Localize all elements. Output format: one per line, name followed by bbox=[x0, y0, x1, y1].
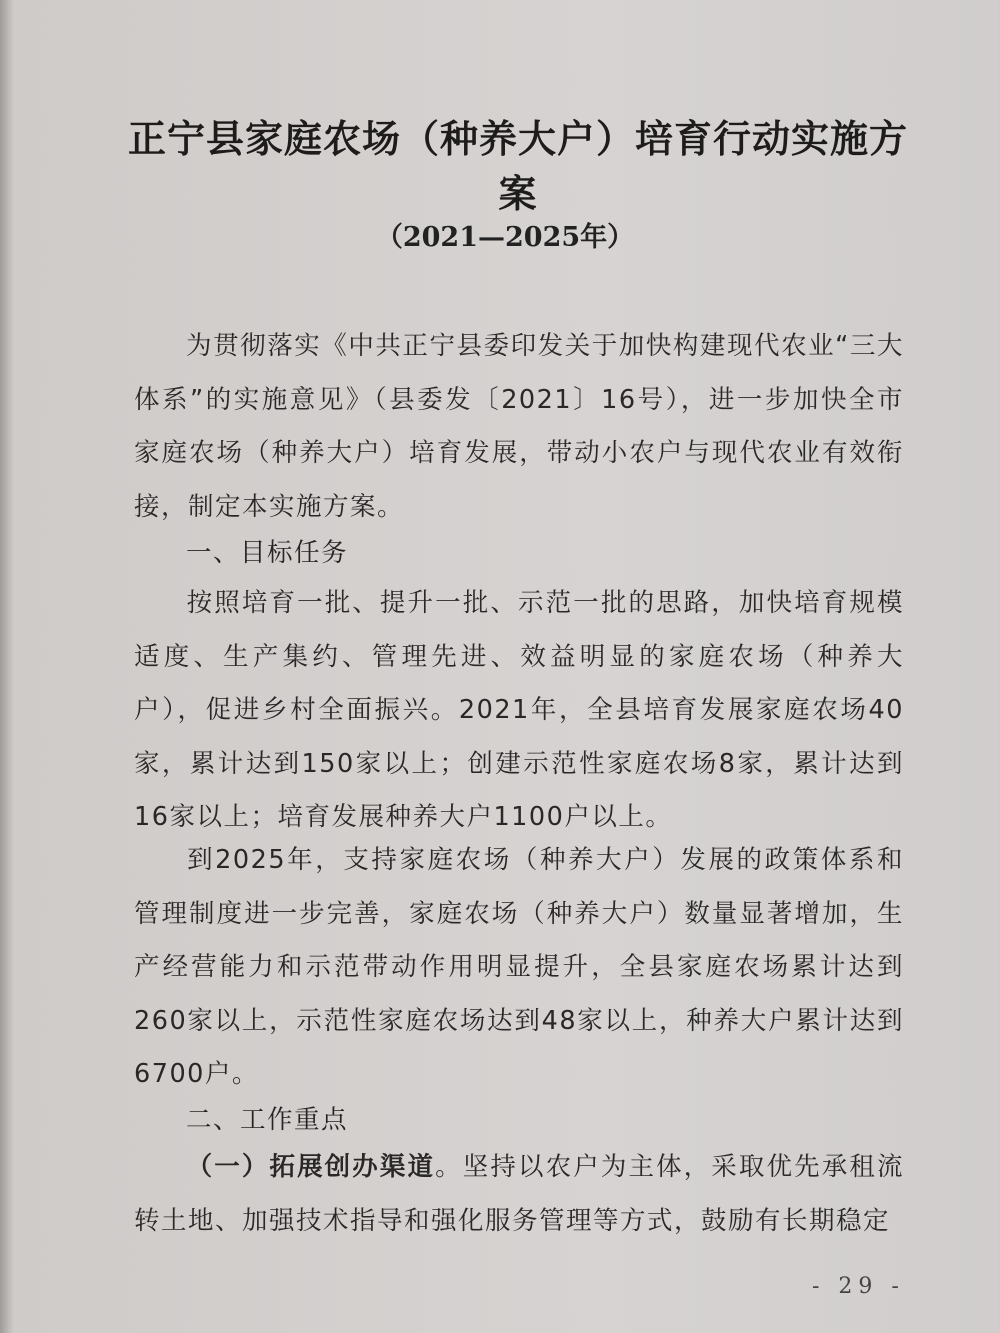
section1-paragraph-1 bbox=[134, 577, 904, 845]
document-subtitle: （2021—2025年） bbox=[375, 222, 635, 253]
section2-item1-label: （一）拓展创办渠道 bbox=[186, 1152, 436, 1182]
section2-item1-paragraph bbox=[134, 1141, 904, 1248]
page-number: - 29 - bbox=[812, 1274, 905, 1299]
section1-paragraph-2 bbox=[134, 834, 904, 1102]
section1-para2-text: 到2025年，支持家庭农场（种养大户）发展的政策体系和管理制度进一步完善，家庭农场（种养大户）数量显著增加，生产经营能力和示范带动作用明显提升，全县家庭农场累计达到260家以上，示范性家庭农场达到48家以上，种养大户累计达到6700户。 bbox=[134, 845, 904, 1089]
intro-paragraph bbox=[134, 320, 904, 534]
section2-heading: 二、工作重点 bbox=[186, 1105, 349, 1135]
section1-heading: 一、目标任务 bbox=[186, 538, 349, 568]
section2-item1-text: 。坚持以农户为主体，采取优先承租流转土地、加强技术指导和强化服务管理等方式，鼓励有长期稳定 bbox=[134, 1152, 904, 1236]
document-title: 正宁县家庭农场（种养大户）培育行动实施方案 bbox=[128, 116, 909, 216]
section1-para1-text: 按照培育一批、提升一批、示范一批的思路，加快培育规模适度、生产集约、管理先进、效益明显的家庭农场（种养大户），促进乡村全面振兴。2021年，全县培育发展家庭农场40家，累计达到150家以上；创建示范性家庭农场8家，累计达到16家以上；培育发展种养大户1100户以上。 bbox=[134, 588, 904, 832]
intro-text: 为贯彻落实《中共正宁县委印发关于加快构建现代农业“三大体系”的实施意见》（县委发〔2021〕16号），进一步加快全市家庭农场（种养大户）培育发展，带动小农户与现代农业有效衔接，制定本实施方案。 bbox=[134, 331, 904, 522]
